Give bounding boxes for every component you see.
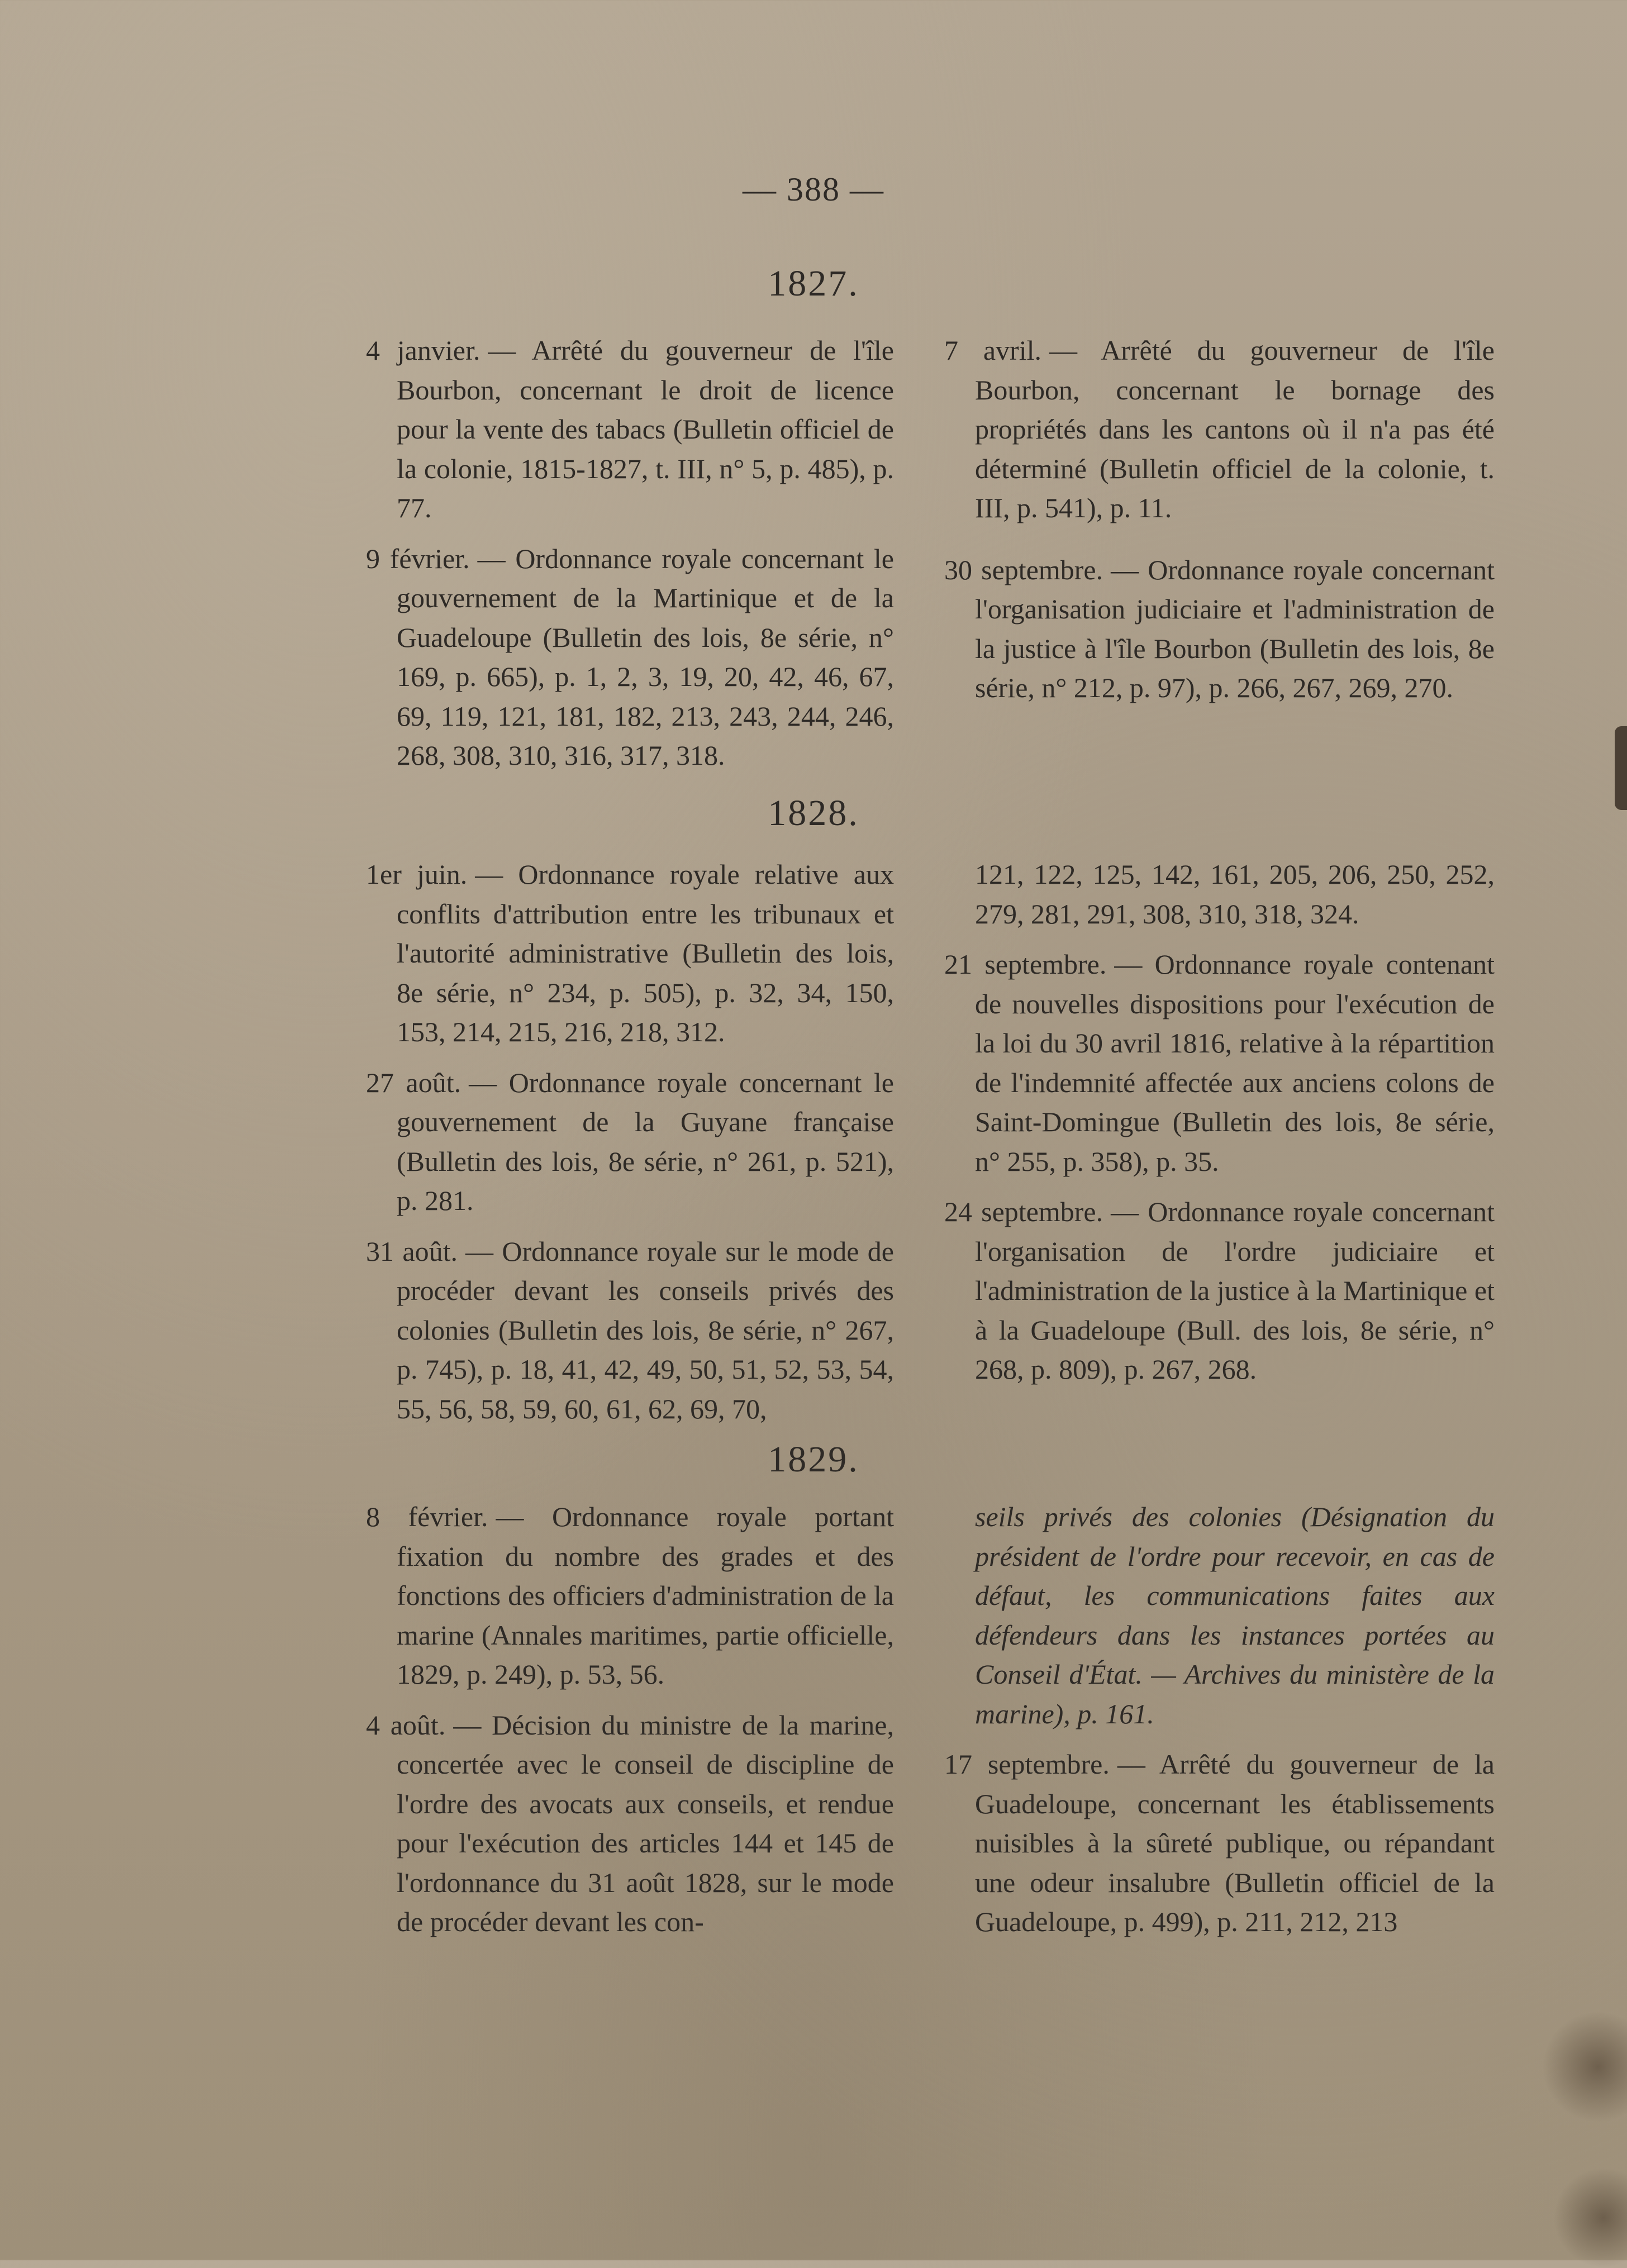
chronology-entry: [366, 1497, 894, 1694]
entry-text: — Ordonnance royale contenant de nouvelles dispositions pour l'exécution de la loi du 30 avril 1816, relative à la répartition de l'indemnité affectée aux anciens colons de Saint-Domingue (Bulletin des lois, 8e série, n° 255, p. 358), p. 35.: [975, 949, 1495, 1177]
entry-date: 30 septembre.: [944, 554, 1103, 585]
entry-date: 7 avril.: [944, 335, 1041, 366]
year-heading: 1827.: [768, 263, 859, 304]
entry-text: — Ordonnance royale concernant l'organisation judiciaire et l'administration de la justice à l'île Bourbon (Bulletin des lois, 8e série, n° 212, p. 97), p. 266, 267, 269, 270.: [975, 554, 1495, 703]
column-left-1829: [366, 1497, 894, 1953]
entry-text: — Arrêté du gouverneur de l'île Bourbon, concernant le bornage des propriétés dans les cantons où il n'a pas été déterminé (Bulletin officiel de la colonie, t. III, p. 541), p. 11.: [975, 335, 1495, 523]
chronology-entry: [366, 1063, 894, 1221]
entry-date: 4 août.: [366, 1709, 446, 1741]
entry-text: — Ordonnance royale portant fixation du nombre des grades et des fonctions des officiers d'administration de la marine (Annales maritimes, partie officielle, 1829, p. 249), p. 53, 56.: [397, 1501, 895, 1690]
column-right-1829: [944, 1497, 1495, 1953]
column-right-1828: [944, 855, 1495, 1400]
chronology-entry: [366, 855, 894, 1052]
entry-date: 4 janvier.: [366, 335, 481, 366]
chronology-entry: [366, 331, 894, 528]
chronology-entry: [366, 539, 894, 775]
year-heading: 1828.: [768, 793, 859, 833]
chronology-entry: [944, 1745, 1495, 1942]
entry-date: 1er juin.: [366, 859, 468, 890]
chronology-entry: [366, 1705, 894, 1942]
entry-date: 27 août.: [366, 1066, 462, 1098]
entry-text: — Ordonnance royale relative aux conflits d'attribution entre les tribunaux et l'autorité administrative (Bulletin des lois, 8e série, n° 234, p. 505), p. 32, 34, 150, 153, 214, 215, 216, 218, 312.: [397, 859, 894, 1047]
entry-text: — Ordonnance royale concernant le gouvernement de la Guyane française (Bulletin des lois, 8e série, n° 261, p. 521), p. 281.: [397, 1066, 894, 1216]
entry-text: — Ordonnance royale sur le mode de procéder devant les conseils privés des colonies (Bulletin des lois, 8e série, n° 267, p. 745), p. 18, 41, 42, 49, 50, 51, 52, 53, 54, 55, 56, 58, 59, 60, 61, 62, 69, 70,: [397, 1235, 894, 1424]
chronology-entry: [944, 550, 1495, 708]
column-left-1827: [366, 331, 894, 787]
chronology-entry: [944, 945, 1495, 1181]
entry-text: — Ordonnance royale concernant le gouvernement de la Martinique et de la Guadeloupe (Bulletin des lois, 8e série, n° 169, p. 665), p. 1, 2, 3, 19, 20, 42, 46, 67, 69, 119, 121, 181, 182, 213, 243, 244, 246, 268, 308, 310, 316, 317, 318.: [397, 542, 894, 771]
entry-date: 17 septembre.: [944, 1748, 1110, 1780]
column-right-1827: [944, 331, 1495, 719]
entry-date: 8 février.: [366, 1501, 488, 1532]
entry-date: 24 septembre.: [944, 1196, 1103, 1227]
entry-text: — Ordonnance royale concernant l'organisation de l'ordre judiciaire et l'administration de la justice à la Martinique et à la Guadeloupe (Bull. des lois, 8e série, n° 268, p. 809), p. 267, 268.: [975, 1196, 1495, 1385]
entry-text: — Décision du ministre de la marine, concertée avec le conseil de discipline de l'ordre des avocats aux conseils, et rendue pour l'exécution des articles 144 et 145 de l'ordonnance du 31 août 1828, sur le mode de procéder devant les con-: [397, 1709, 894, 1937]
entry-date: 9 février.: [366, 542, 470, 574]
year-heading: 1829.: [768, 1439, 859, 1480]
chronology-entry: [944, 331, 1495, 528]
paper-stain: [1553, 2167, 1627, 2268]
entry-date: 21 septembre.: [944, 949, 1107, 980]
page-number: — 388 —: [743, 171, 884, 208]
entry-text: — Arrêté du gouverneur de la Guadeloupe, concernant les établissements nuisibles à la sûreté publique, ou répandant une odeur insalubre (Bulletin officiel de la Guadeloupe, p. 499), p. 211, 212, 213: [975, 1748, 1495, 1937]
paper-stain: [1542, 2011, 1627, 2123]
entry-continuation: seils privés des colonies (Désignation du président de l'ordre pour recevoir, en cas de défaut, les communications faites aux défendeurs dans les instances portées au Conseil d'État. — Archives du ministère de la marine), p. 161.: [975, 1501, 1495, 1729]
entry-text: — Arrêté du gouverneur de l'île Bourbon, concernant le droit de licence pour la vente des tabacs (Bulletin officiel de la colonie, 1815-1827, t. III, n° 5, p. 485), p. 77.: [397, 335, 894, 523]
chronology-entry: [366, 1232, 894, 1429]
chronology-entry: [944, 1192, 1495, 1389]
entry-continuation: 121, 122, 125, 142, 161, 205, 206, 250, 252, 279, 281, 291, 308, 310, 318, 324.: [975, 859, 1495, 930]
entry-date: 31 août.: [366, 1235, 458, 1267]
column-left-1828: [366, 855, 894, 1440]
